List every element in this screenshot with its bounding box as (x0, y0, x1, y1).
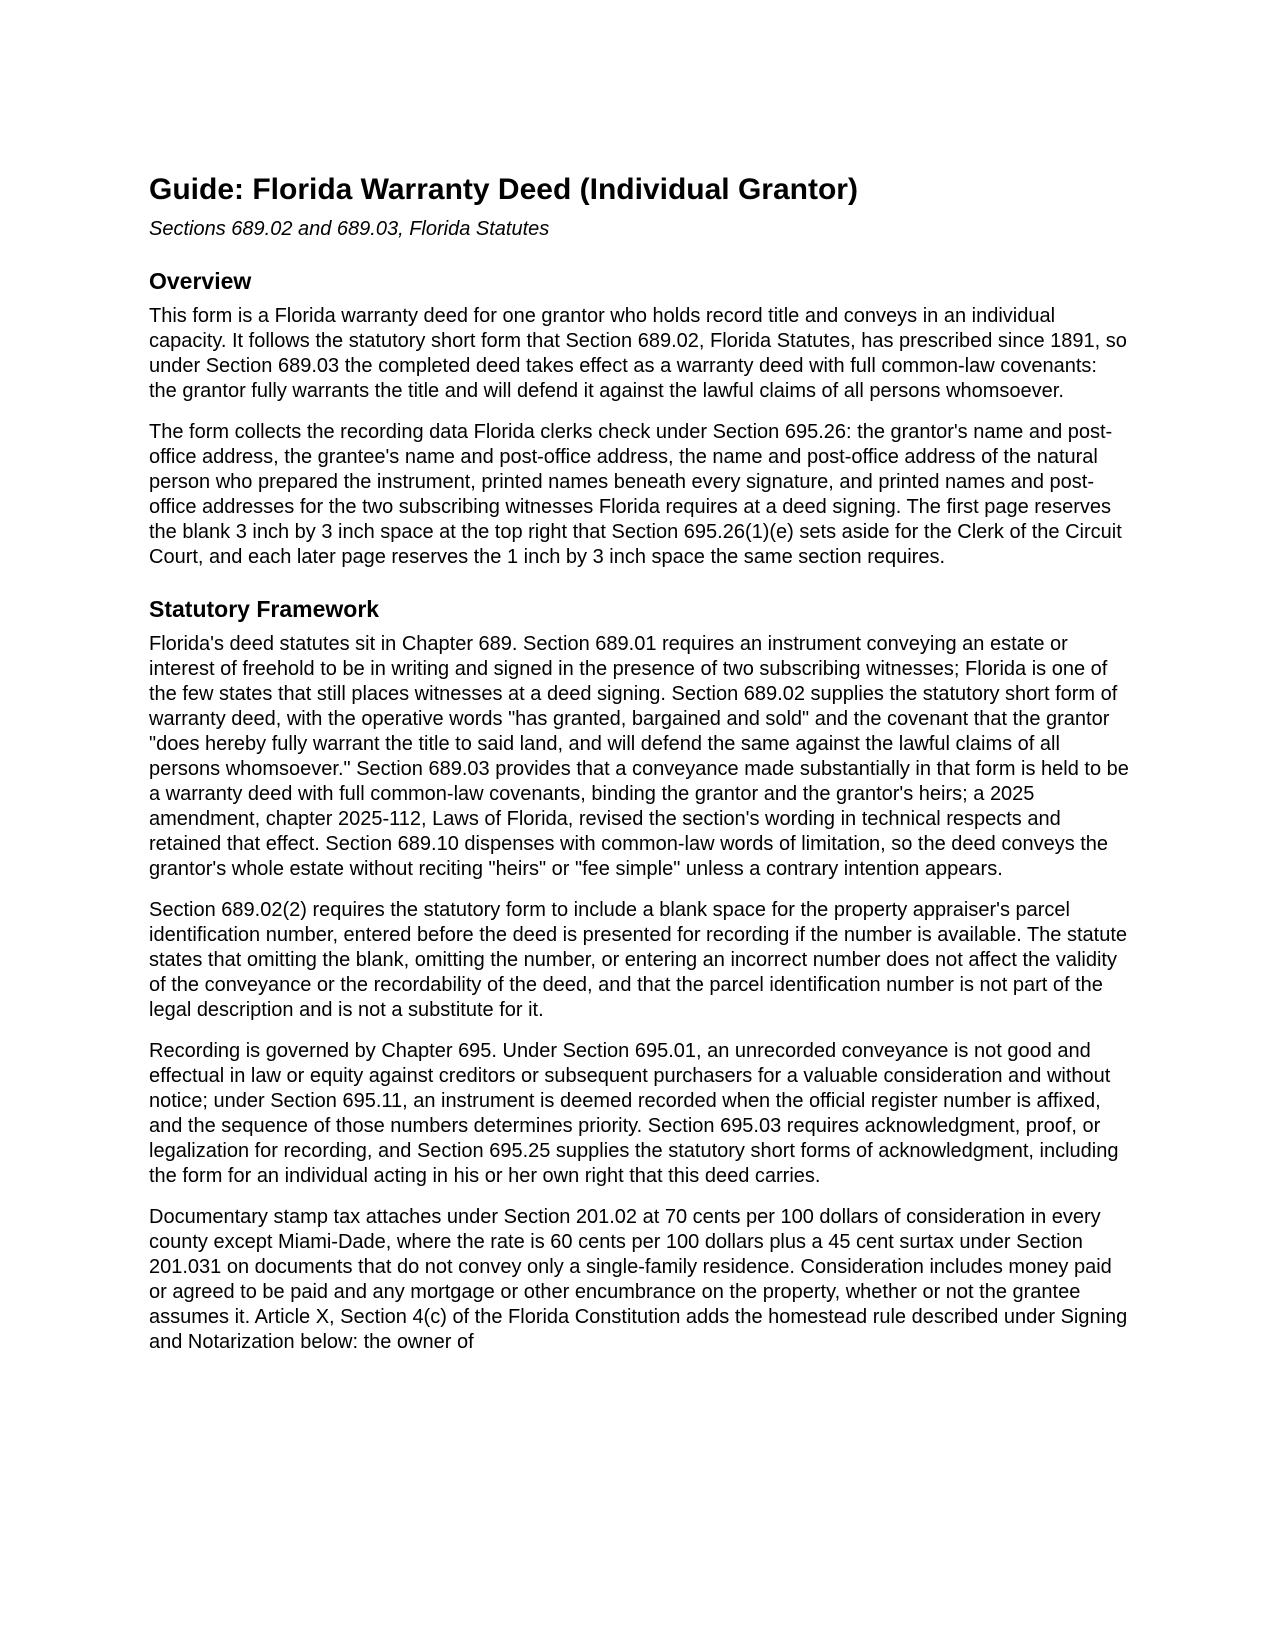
document-page (149, 172, 1129, 1355)
paragraph: The form collects the recording data Florida clerks check under Section 695.26: the grantor's name and post-office address, the grantee's name and post-office address, the name and post-office address of the natural person who prepared the instrument, printed names beneath every signature, and printed names and post-office addresses for the two subscribing witnesses Florida requires at a deed signing. The first page reserves the blank 3 inch by 3 inch space at the top right that Section 695.26(1)(e) sets aside for the Clerk of the Circuit Court, and each later page reserves the 1 inch by 3 inch space the same section requires. (149, 421, 1122, 568)
document-subtitle: Sections 689.02 and 689.03, Florida Statutes (149, 218, 550, 240)
document-title: Guide: Florida Warranty Deed (Individual Grantor) (149, 173, 858, 206)
section-overview (149, 266, 1129, 570)
section-statutory-framework (149, 594, 1129, 1355)
paragraph: This form is a Florida warranty deed for one grantor who holds record title and conveys in an individual capacity. It follows the statutory short form that Section 689.02, Florida Statutes, has prescribed since 1891, so under Section 689.03 the completed deed takes effect as a warranty deed with full common-law covenants: the grantor fully warrants the title and will defend it against the lawful claims of all persons whomsoever. (149, 305, 1127, 402)
paragraph: Section 689.02(2) requires the statutory form to include a blank space for the property appraiser's parcel identification number, entered before the deed is presented for recording if the number is available. The statute states that omitting the blank, omitting the number, or entering an incorrect number does not affect the validity of the conveyance or the recordability of the deed, and that the parcel identification number is not part of the legal description and is not a substitute for it. (149, 899, 1128, 1021)
section-heading: Overview (149, 268, 252, 294)
paragraph: Florida's deed statutes sit in Chapter 689. Section 689.01 requires an instrument conveying an estate or interest of freehold to be in writing and signed in the presence of two subscribing witnesses; Florida is one of the few states that still places witnesses at a deed signing. Section 689.02 supplies the statutory short form of warranty deed, with the operative words "has granted, bargained and sold" and the covenant that the grantor "does hereby fully warrant the title to said land, and will defend the same against the lawful claims of all persons whomsoever." Section 689.03 provides that a conveyance made substantially in that form is held to be a warranty deed with full common-law covenants, binding the grantor and the grantor's heirs; a 2025 amendment, chapter 2025-112, Laws of Florida, revised the section's wording in technical respects and retained that effect. Section 689.10 dispenses with common-law words of limitation, so the deed conveys the grantor's whole estate without reciting "heirs" or "fee simple" unless a contrary intention appears. (149, 633, 1129, 880)
paragraph: Recording is governed by Chapter 695. Under Section 695.01, an unrecorded conveyance is not good and effectual in law or equity against creditors or subsequent purchasers for a valuable consideration and without notice; under Section 695.11, an instrument is deemed recorded when the official register number is affixed, and the sequence of those numbers determines priority. Section 695.03 requires acknowledgment, proof, or legalization for recording, and Section 695.25 supplies the statutory short forms of acknowledgment, including the form for an individual acting in his or her own right that this deed carries. (149, 1040, 1119, 1187)
section-heading: Statutory Framework (149, 596, 380, 622)
paragraph: Documentary stamp tax attaches under Section 201.02 at 70 cents per 100 dollars of consideration in every county except Miami-Dade, where the rate is 60 cents per 100 dollars plus a 45 cent surtax under Section 201.031 on documents that do not convey only a single-family residence. Consideration includes money paid or agreed to be paid and any mortgage or other encumbrance on the property, whether or not the grantee assumes it. Article X, Section 4(c) of the Florida Constitution adds the homestead rule described under Signing and Notarization below: the owner of (149, 1206, 1128, 1353)
